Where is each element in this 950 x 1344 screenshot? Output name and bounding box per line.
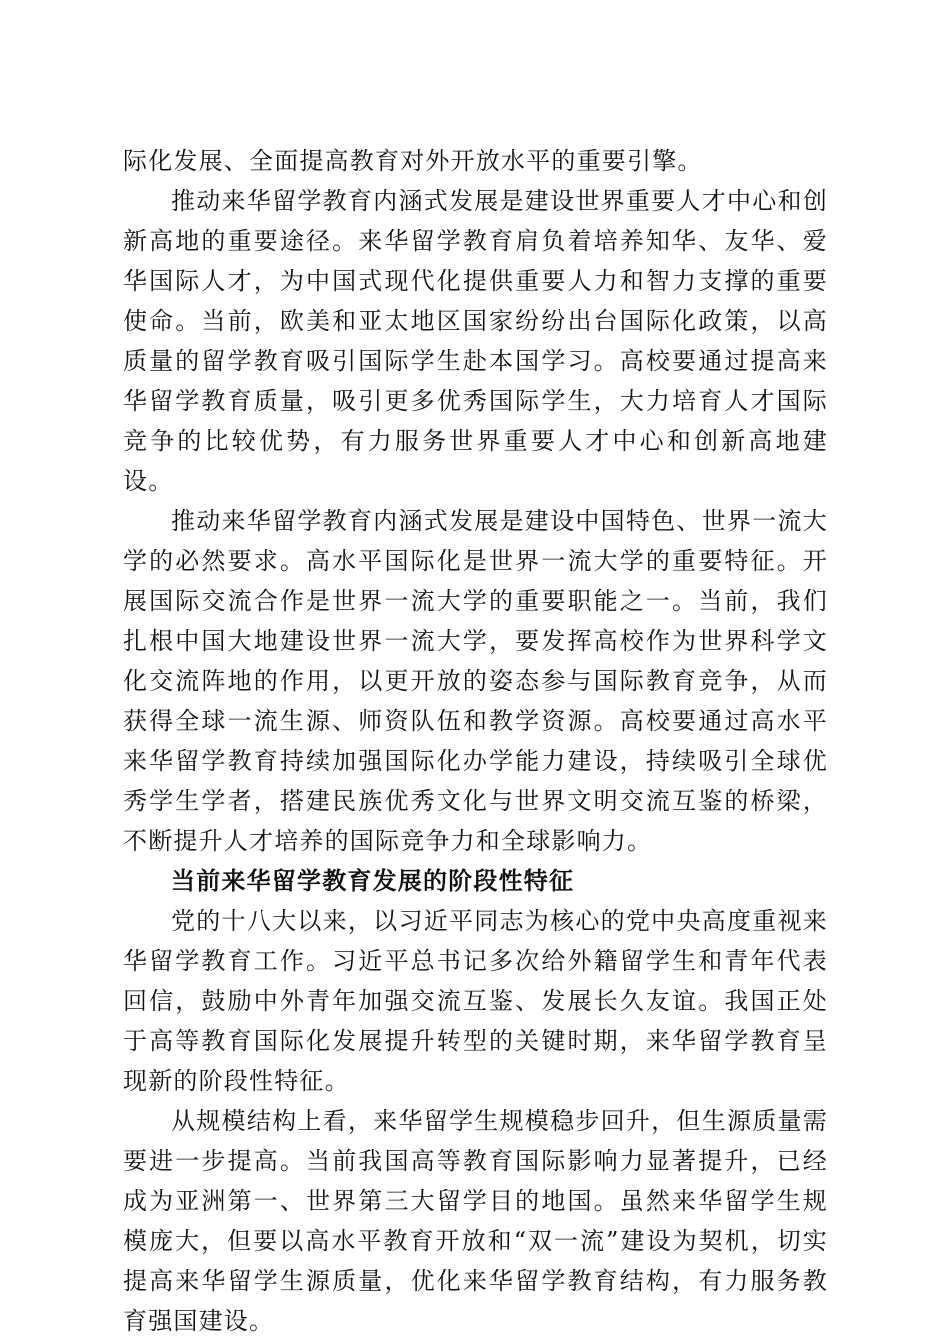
paragraph-continued: 际化发展、全面提高教育对外开放水平的重要引擎。 xyxy=(123,147,703,175)
paragraph-party-congress: 党的十八大以来，以习近平同志为核心的党中央高度重视来华留学教育工作。习近平总书记多次给外籍留学生和青年代表回信，鼓励中外青年加强交流互鉴、发展长久友谊。我国正处于高等教育国际化发展提升转型的关键时期，来华留学教育呈现新的阶段性特征。 xyxy=(123,907,828,1095)
paragraph-scale-structure: 从规模结构上看，来华留学生规模稳步回升，但生源质量需要进一步提高。当前我国高等教育国际影响力显著提升，已经成为亚洲第一、世界第三大留学目的地国。虽然来华留学生规模庞大，但要以高水平教育开放和“双一流”建设为契机，切实提高来华留学生源质量，优化来华留学教育结构，有力服务教育强国建设。 xyxy=(123,1107,828,1335)
document-body xyxy=(123,141,828,1341)
paragraph-talent-center: 推动来华留学教育内涵式发展是建设世界重要人才中心和创新高地的重要途径。来华留学教育肩负着培养知华、友华、爱华国际人才，为中国式现代化提供重要人力和智力支撑的重要使命。当前，欧美和亚太地区国家纷纷出台国际化政策，以高质量的留学教育吸引国际学生赴本国学习。高校要通过提高来华留学教育质量，吸引更多优秀国际学生，大力培育人才国际竞争的比较优势，有力服务世界重要人才中心和创新高地建设。 xyxy=(123,187,828,495)
paragraph-world-class-university: 推动来华留学教育内涵式发展是建设中国特色、世界一流大学的必然要求。高水平国际化是世界一流大学的重要特征。开展国际交流合作是世界一流大学的重要职能之一。当前，我们扎根中国大地建设世界一流大学，要发挥高校作为世界科学文化交流阵地的作用，以更开放的姿态参与国际教育竞争，从而获得全球一流生源、师资队伍和教学资源。高校要通过高水平来华留学教育持续加强国际化办学能力建设，持续吸引全球优秀学生学者，搭建民族优秀文化与世界文明交流互鉴的桥梁，不断提升人才培养的国际竞争力和全球影响力。 xyxy=(123,507,828,855)
section-heading: 当前来华留学教育发展的阶段性特征 xyxy=(171,866,575,895)
